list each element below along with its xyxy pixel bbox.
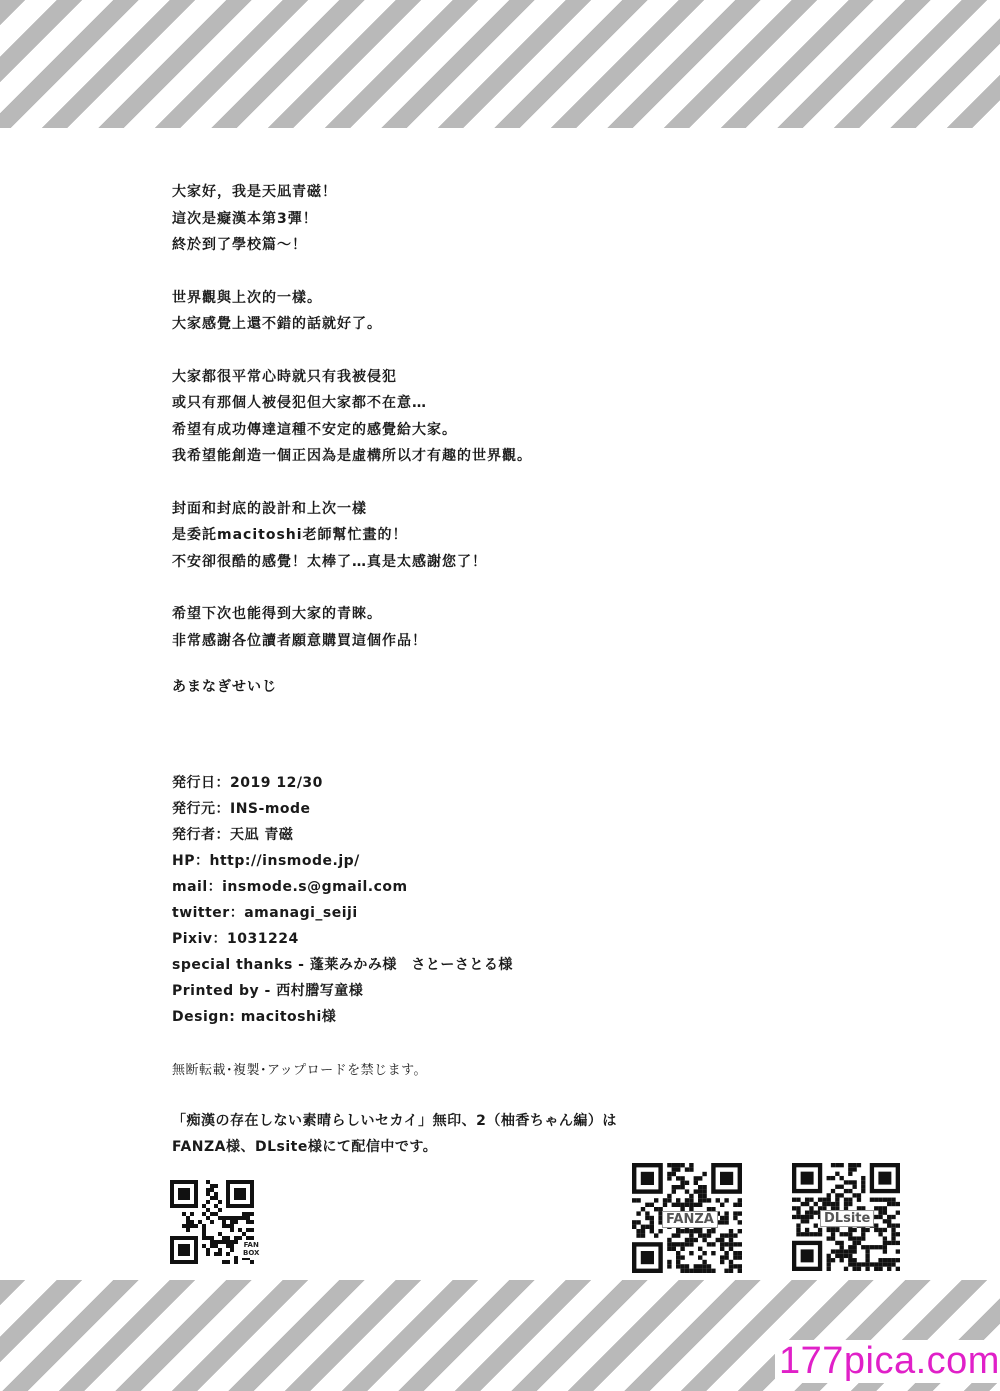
promo-text xyxy=(172,1108,617,1160)
afterword-line: 是委託macitoshi老師幫忙畫的！ xyxy=(172,527,408,543)
afterword-line: 大家好，我是天凪青磁！ xyxy=(172,184,337,200)
site-watermark: 177pica.com xyxy=(775,1340,1000,1383)
issuer: 発行者：天凪 青磁 xyxy=(172,827,294,843)
afterword-line: 或只有那個人被侵犯但大家都不在意… xyxy=(172,395,427,411)
design-credit: Design: macitoshi様 xyxy=(172,1009,337,1025)
twitter: twitter：amanagi_seiji xyxy=(172,905,358,921)
promo-line: FANZA様、DLsite様にて配信中です。 xyxy=(172,1139,438,1155)
author-signature: あまなぎせいじ xyxy=(172,679,277,695)
special-thanks: special thanks - 蓬莱みかみ様 さとーさとる様 xyxy=(172,957,513,973)
promo-line: 「痴漢の存在しない素晴らしいセカイ」無印、2（柚香ちゃん編）は xyxy=(172,1113,617,1129)
fanbox-qr-code[interactable] xyxy=(170,1180,260,1264)
afterword-line: 這次是癡漢本第3彈！ xyxy=(172,210,318,227)
afterword-line: 非常感謝各位讀者願意購買這個作品！ xyxy=(172,632,427,649)
striped-header-band xyxy=(0,0,1000,128)
publisher: 発行元：INS-mode xyxy=(172,801,311,817)
afterword-paragraph xyxy=(172,364,872,470)
fanbox-label-line: BOX xyxy=(243,1249,260,1257)
afterword-line: 希望下次也能得到大家的青睞。 xyxy=(172,606,382,622)
afterword-line: 大家都很平常心時就只有我被侵犯 xyxy=(172,368,397,385)
mail: mail：insmode.s@gmail.com xyxy=(172,879,408,895)
fanbox-label-line: FAN xyxy=(243,1241,259,1249)
afterword-paragraph xyxy=(172,285,872,338)
afterword-paragraph xyxy=(172,601,872,654)
afterword-line: 封面和封底的設計和上次一樣 xyxy=(172,500,367,517)
pixiv: Pixiv：1031224 xyxy=(172,931,299,947)
fanza-label: FANZA xyxy=(662,1211,718,1228)
afterword-paragraph xyxy=(172,179,872,259)
afterword-line: 終於到了學校篇～！ xyxy=(172,237,307,253)
fanbox-badge xyxy=(242,1240,260,1258)
afterword-line: 希望有成功傳達這種不安定的感覺給大家。 xyxy=(172,421,457,438)
publish-date: 発行日：2019 12/30 xyxy=(172,775,323,791)
copyright-notice: 無断転載･複製･アップロードを禁じます。 xyxy=(172,1063,428,1078)
afterword-line: 不安卻很酷的感覺！太棒了…真是太感謝您了！ xyxy=(172,553,487,570)
dlsite-qr-code[interactable] xyxy=(792,1163,900,1271)
afterword-paragraph xyxy=(172,496,872,576)
afterword-line: 我希望能創造一個正因為是虛構所以才有趣的世界觀。 xyxy=(172,448,532,464)
afterword-line: 大家感覺上還不錯的話就好了。 xyxy=(172,316,382,332)
afterword xyxy=(172,179,872,680)
fanza-qr-code[interactable] xyxy=(632,1163,742,1273)
homepage: HP：http://insmode.jp/ xyxy=(172,853,360,869)
colophon xyxy=(172,770,513,1030)
dlsite-label: DLsite xyxy=(820,1210,874,1227)
printed-by: Printed by - 西村謄写童様 xyxy=(172,983,364,999)
afterword-line: 世界觀與上次的一樣。 xyxy=(172,289,322,306)
